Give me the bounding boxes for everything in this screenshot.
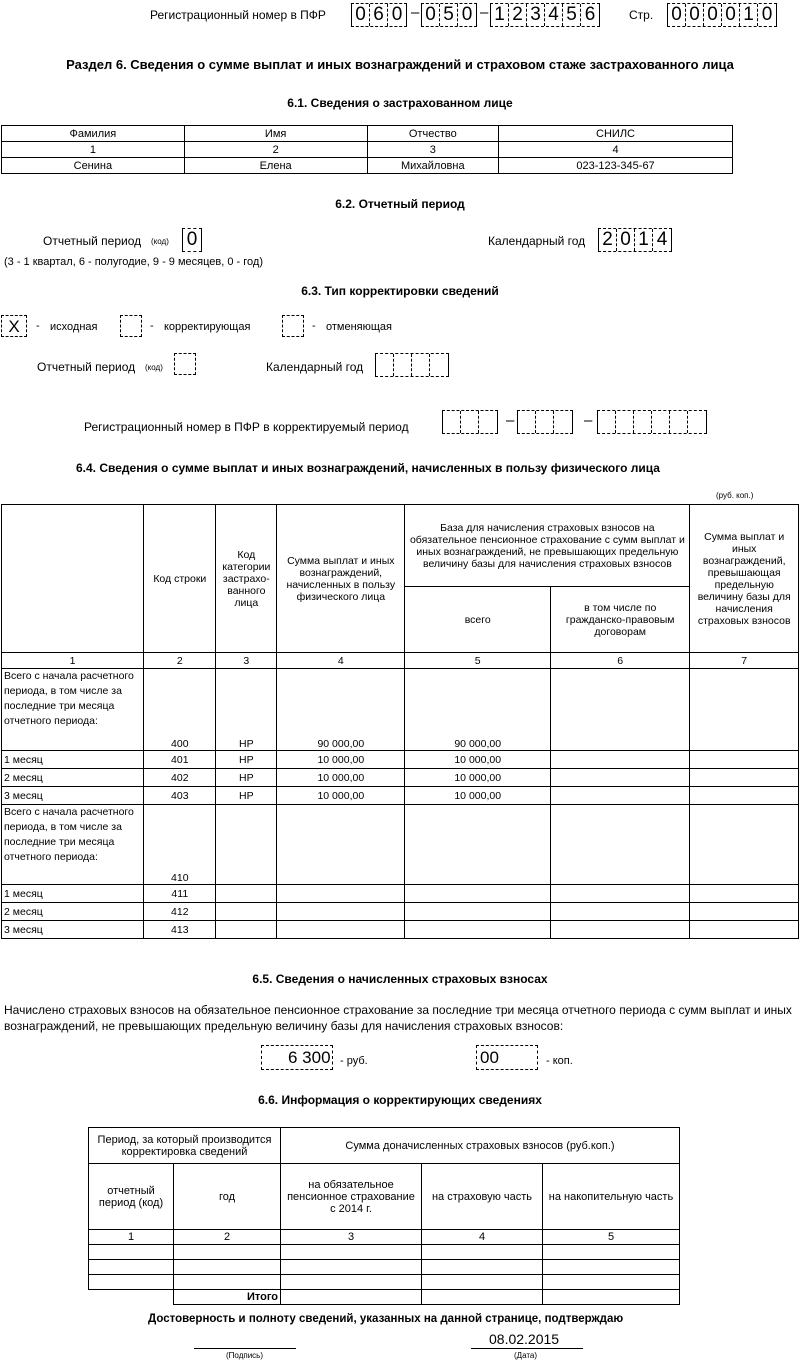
table-row (2, 751, 799, 769)
s62-title: 6.2. Отчетный период (335, 197, 465, 211)
digit (634, 411, 652, 433)
col-num: 4 (499, 142, 733, 158)
corr-year-label: Календарный год (266, 360, 364, 374)
row-label: 2 месяц (2, 769, 144, 787)
col-num: 1 (89, 1230, 174, 1245)
row-base: 10 000,00 (405, 751, 551, 769)
row-gpd (551, 669, 690, 751)
corr-period-label: Отчетный период (37, 360, 136, 374)
digit (688, 411, 706, 433)
h-year: год (174, 1164, 281, 1230)
row-over (690, 805, 799, 885)
reg-dash: – (584, 412, 593, 429)
digit (670, 411, 688, 433)
period-label: Отчетный период (43, 234, 142, 248)
digit (479, 411, 497, 433)
row-code: 400 (144, 669, 216, 751)
reg-number-label: Регистрационный номер в ПФР (150, 8, 326, 22)
digit (652, 411, 670, 433)
row-sum: 10 000,00 (277, 769, 405, 787)
date-label: (Дата) (514, 1351, 538, 1360)
total-row (89, 1290, 680, 1305)
h-rep-period: отчетный период (код) (89, 1164, 174, 1230)
row-sum (277, 805, 405, 885)
rub-field[interactable]: 6 300 (261, 1045, 333, 1070)
reg-number-part2 (421, 3, 477, 27)
year-box (598, 228, 672, 252)
s64-title: 6.4. Сведения о сумме выплат и иных вознаграждений, начисленных в пользу физического лица (76, 461, 660, 475)
corr-period-box[interactable] (174, 353, 196, 375)
opt-cancel-label: отменяющая (326, 321, 392, 333)
digit (554, 411, 572, 433)
patronymic-value: Михайловна (367, 158, 499, 174)
row-category: НР (216, 769, 277, 787)
row-category: НР (216, 751, 277, 769)
row-sum (277, 885, 405, 903)
col-num: 3 (216, 653, 277, 669)
period-code-box (182, 228, 202, 252)
digit: 0 (668, 4, 686, 26)
digit (518, 411, 536, 433)
corrective-checkbox[interactable] (120, 315, 142, 337)
row-category (216, 921, 277, 939)
sep: - (36, 320, 40, 332)
surname-value: Сенина (2, 158, 185, 174)
digit (616, 411, 634, 433)
row-base: 10 000,00 (405, 769, 551, 787)
row-category: НР (216, 787, 277, 805)
digit (394, 354, 412, 376)
digit: 0 (186, 229, 198, 250)
date-line (471, 1348, 583, 1349)
row-gpd (551, 787, 690, 805)
row-gpd (551, 805, 690, 885)
h-code: Код строки (144, 505, 216, 653)
row-code: 412 (144, 903, 216, 921)
row-label: Всего с начала расчетного периода, в том числе за последние три месяца отчетного периода: (2, 669, 144, 751)
row-over (690, 921, 799, 939)
row-base (405, 805, 551, 885)
col-num: 2 (184, 142, 367, 158)
digit: 1 (740, 4, 758, 26)
opt-initial-label: исходная (50, 321, 98, 333)
corr-reg-part2[interactable] (517, 410, 573, 434)
digit: 0 (686, 4, 704, 26)
row-code: 411 (144, 885, 216, 903)
digit (376, 354, 394, 376)
h-category: Код категории застрахо-ванного лица (216, 505, 277, 653)
row-over (690, 669, 799, 751)
correction-table (88, 1127, 680, 1305)
reg-dash: – (480, 4, 489, 21)
row-over (690, 751, 799, 769)
signature-line (194, 1348, 296, 1349)
digit: 0 (461, 4, 473, 25)
reg-number-part3 (490, 3, 600, 27)
s65-title: 6.5. Сведения о начисленных страховых взносах (252, 972, 548, 986)
opt-corrective-label: корректирующая (164, 321, 251, 333)
row-code: 410 (144, 805, 216, 885)
digit: 0 (391, 4, 403, 25)
h-over: Сумма выплат и иных вознаграждений, превышающая предельную величину базы для начисления страховых взносов (690, 505, 799, 653)
table-row (2, 885, 799, 903)
code-label: (код) (151, 237, 169, 246)
reg-number-part1 (351, 3, 407, 27)
row-base (405, 921, 551, 939)
digit: 6 (584, 4, 596, 25)
header-snils: СНИЛС (499, 126, 733, 142)
table-row (2, 669, 799, 751)
unit-label: (руб. коп.) (716, 491, 754, 500)
h-blank (2, 505, 144, 653)
rub-label: - руб. (340, 1055, 368, 1067)
row-category: НР (216, 669, 277, 751)
h-ins: на страховую часть (422, 1164, 543, 1230)
name-value: Елена (184, 158, 367, 174)
digit (430, 354, 448, 376)
digit: 2 (509, 4, 527, 26)
initial-checkbox[interactable]: Х (1, 315, 27, 337)
total-label: Итого (174, 1290, 281, 1305)
h-base-gpd: в том числе по гражданско-правовым договорам (551, 587, 690, 653)
col-num: 1 (2, 653, 144, 669)
col-num: 3 (281, 1230, 422, 1245)
h-ops: на обязательное пенсионное страхование с 2014 г. (281, 1164, 422, 1230)
reg-dash: – (411, 4, 420, 21)
digit: 0 (761, 4, 773, 25)
row-code: 402 (144, 769, 216, 787)
digit: 0 (352, 4, 370, 26)
row-code: 413 (144, 921, 216, 939)
col-num: 3 (367, 142, 499, 158)
h-fund: на накопительную часть (543, 1164, 680, 1230)
corr-year-box[interactable] (375, 353, 449, 377)
row-code: 401 (144, 751, 216, 769)
kop-field[interactable]: 00 (476, 1045, 538, 1070)
digit: 3 (527, 4, 545, 26)
row-code: 403 (144, 787, 216, 805)
table-row (2, 769, 799, 787)
row-gpd (551, 921, 690, 939)
row-base (405, 885, 551, 903)
code-label: (код) (145, 363, 163, 372)
row-label: 3 месяц (2, 787, 144, 805)
row-sum (277, 903, 405, 921)
table-row (2, 903, 799, 921)
digit: 2 (599, 229, 617, 251)
col-num: 2 (144, 653, 216, 669)
row-gpd (551, 769, 690, 787)
digit (536, 411, 554, 433)
row-base: 10 000,00 (405, 787, 551, 805)
digit (412, 354, 430, 376)
row-gpd (551, 885, 690, 903)
s61-title: 6.1. Сведения о застрахованном лице (287, 96, 513, 110)
table-row (2, 921, 799, 939)
h-base: База для начисления страховых взносов на обязательное пенсионное страхование с сумм выплат и иных вознаграждений, не превышающих предельную величину базы для начисления страховых взносов (405, 505, 690, 587)
digit: 0 (704, 4, 722, 26)
digit (443, 411, 461, 433)
row-over (690, 769, 799, 787)
s63-title: 6.3. Тип корректировки сведений (301, 284, 499, 298)
digit: 5 (440, 4, 458, 26)
header-surname: Фамилия (2, 126, 185, 142)
digit: 4 (545, 4, 563, 26)
sep: - (312, 320, 316, 332)
col-num: 4 (277, 653, 405, 669)
row-over (690, 885, 799, 903)
row-base (405, 903, 551, 921)
col-num: 4 (422, 1230, 543, 1245)
digit: 0 (722, 4, 740, 26)
row-gpd (551, 751, 690, 769)
h-base-total: всего (405, 587, 551, 653)
sep: - (150, 320, 154, 332)
row-category (216, 805, 277, 885)
reg-dash: – (506, 412, 515, 429)
row-sum: 10 000,00 (277, 787, 405, 805)
h-sum: Сумма доначисленных страховых взносов (руб.коп.) (281, 1128, 680, 1164)
col-num: 1 (2, 142, 185, 158)
row-category (216, 885, 277, 903)
header-name: Имя (184, 126, 367, 142)
h-sum: Сумма выплат и иных вознаграждений, начисленных в пользу физического лица (277, 505, 405, 653)
payments-table (1, 504, 799, 939)
insured-person-table (1, 125, 733, 174)
table-row (89, 1260, 680, 1275)
row-over (690, 903, 799, 921)
row-label: 1 месяц (2, 885, 144, 903)
row-sum: 10 000,00 (277, 751, 405, 769)
col-num: 2 (174, 1230, 281, 1245)
digit: 1 (635, 229, 653, 251)
kop-label: - коп. (546, 1055, 573, 1067)
date-value: 08.02.2015 (489, 1331, 560, 1347)
row-label: 3 месяц (2, 921, 144, 939)
header-patronymic: Отчество (367, 126, 499, 142)
s65-text: Начислено страховых взносов на обязательное пенсионное страхование за последние три месяца отчетного периода с сумм выплат и иных вознаграждений, не превышающих предельную величину базы для начисления страховых взносов: (4, 1003, 792, 1033)
digit (598, 411, 616, 433)
s66-title: 6.6. Информация о корректирующих сведениях (258, 1093, 542, 1107)
page-label: Стр. (629, 8, 654, 22)
digit: 4 (656, 229, 668, 250)
row-base: 90 000,00 (405, 669, 551, 751)
digit: 1 (491, 4, 509, 26)
page-number (667, 3, 777, 27)
snils-value: 023-123-345-67 (499, 158, 733, 174)
col-num: 5 (405, 653, 551, 669)
col-num: 5 (543, 1230, 680, 1245)
table-row (2, 805, 799, 885)
year-label: Календарный год (488, 234, 586, 248)
col-num: 7 (690, 653, 799, 669)
row-gpd (551, 903, 690, 921)
section-title: Раздел 6. Сведения о сумме выплат и иных вознаграждений и страховом стаже застрахованного лица (66, 57, 734, 72)
table-row (2, 787, 799, 805)
h-period: Период, за который производится корректировка сведений (89, 1128, 281, 1164)
corr-reg-label: Регистрационный номер в ПФР в корректируемый период (84, 420, 409, 434)
digit (461, 411, 479, 433)
corr-reg-part3[interactable] (597, 410, 707, 434)
digit: 6 (370, 4, 388, 26)
sign-label: (Подпись) (226, 1351, 263, 1360)
period-note: (3 - 1 квартал, 6 - полугодие, 9 - 9 месяцев, 0 - год) (4, 256, 263, 268)
row-category (216, 903, 277, 921)
row-label: Всего с начала расчетного периода, в том числе за последние три месяца отчетного периода: (2, 805, 144, 885)
confirm-text: Достоверность и полноту сведений, указанных на данной странице, подтверждаю (148, 1313, 624, 1325)
row-label: 1 месяц (2, 751, 144, 769)
col-num: 6 (551, 653, 690, 669)
row-over (690, 787, 799, 805)
row-label: 2 месяц (2, 903, 144, 921)
digit: 0 (422, 4, 440, 26)
row-sum: 90 000,00 (277, 669, 405, 751)
table-row (89, 1275, 680, 1290)
table-row (89, 1245, 680, 1260)
corr-reg-part1[interactable] (442, 410, 498, 434)
cancel-checkbox[interactable] (282, 315, 304, 337)
row-sum (277, 921, 405, 939)
digit: 0 (617, 229, 635, 251)
digit: 5 (563, 4, 581, 26)
